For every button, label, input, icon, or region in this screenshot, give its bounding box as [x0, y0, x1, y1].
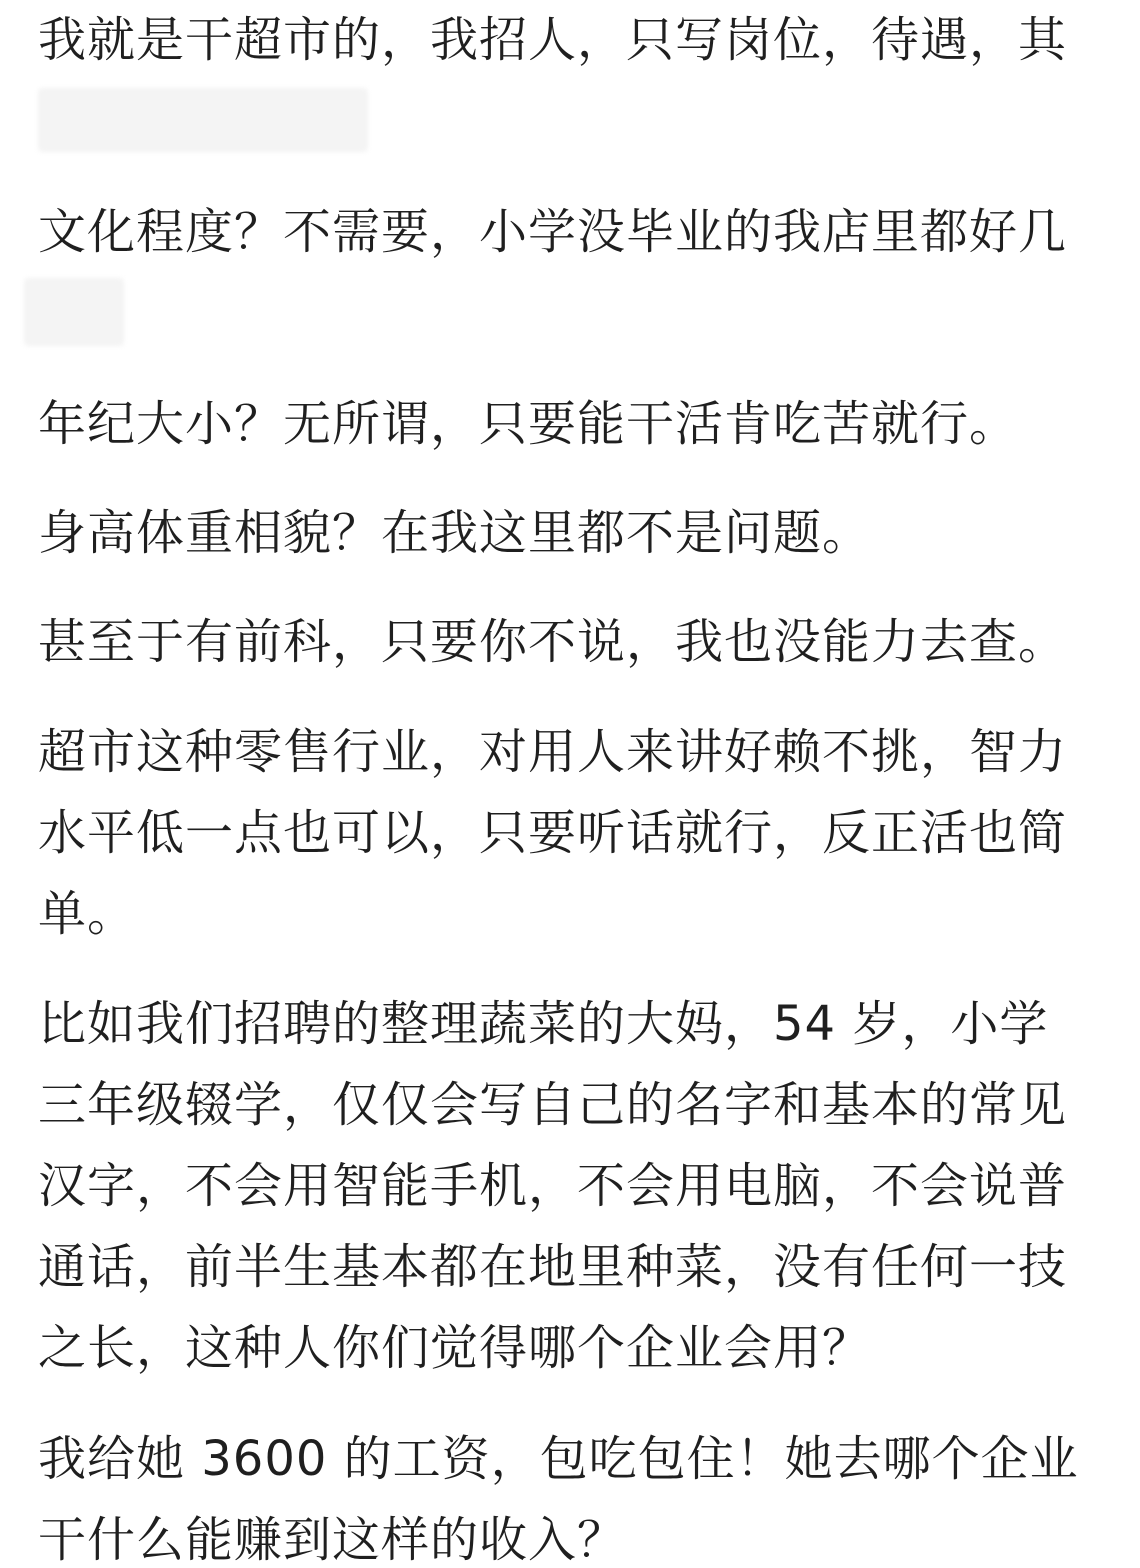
text-line: 单。 [38, 886, 137, 942]
text-line: 通话，前半生基本都在地里种菜，没有任何一技 [38, 1239, 1068, 1295]
text-line: 我给她 3600 的工资，包吃包住！她去哪个企业 [38, 1431, 1079, 1487]
blurred-text-strip [38, 88, 368, 152]
text-line: 之长，这种人你们觉得哪个企业会用？ [38, 1320, 872, 1376]
text-line: 水平低一点也可以，只要听话就行，反正活也简 [38, 805, 1068, 861]
text-line: 干什么能赚到这样的收入？ [38, 1512, 627, 1568]
text-line: 文化程度？不需要，小学没毕业的我店里都好几 [38, 204, 1068, 260]
text-line: 比如我们招聘的整理蔬菜的大妈，54 岁，小学 [38, 996, 1049, 1052]
text-line: 身高体重相貌？在我这里都不是问题。 [38, 505, 872, 561]
text-line: 汉字，不会用智能手机，不会用电脑，不会说普 [38, 1158, 1068, 1214]
text-line: 超市这种零售行业，对用人来讲好赖不挑，智力 [38, 724, 1068, 780]
text-line: 我就是干超市的，我招人，只写岗位，待遇，其 [38, 12, 1068, 68]
text-line: 甚至于有前科，只要你不说，我也没能力去查。 [38, 614, 1068, 670]
text-line: 三年级辍学，仅仅会写自己的名字和基本的常见 [38, 1077, 1068, 1133]
blurred-text-strip [24, 278, 124, 346]
text-line: 年纪大小？无所谓，只要能干活肯吃苦就行。 [38, 396, 1019, 452]
